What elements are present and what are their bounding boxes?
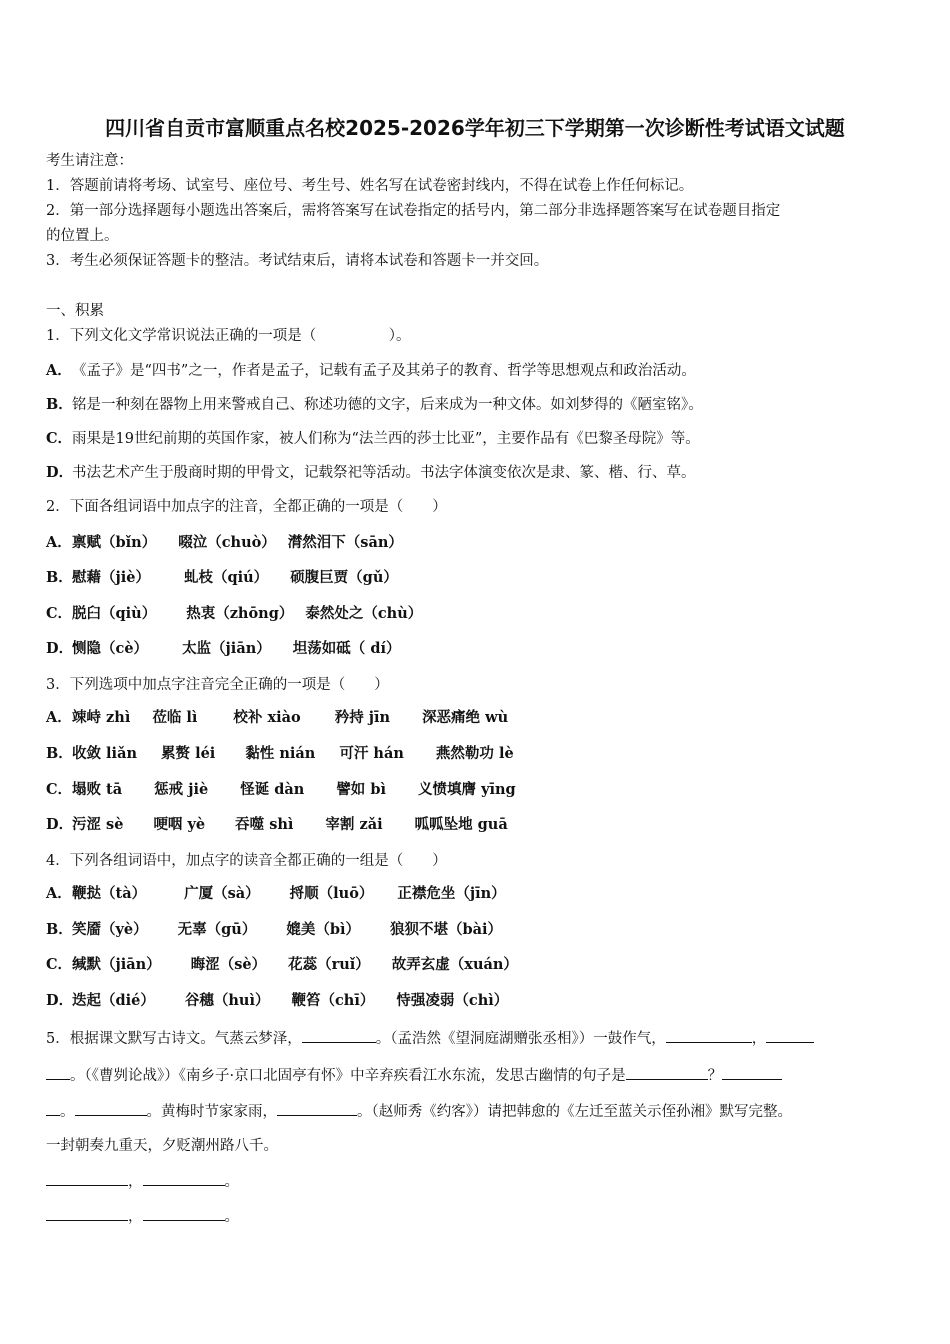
term: 义愤填膺 yīng bbox=[418, 781, 516, 798]
term: 潸然泪下（sān） bbox=[287, 534, 403, 551]
q5-text: ， bbox=[128, 1209, 143, 1225]
term: 热衷（zhōng） bbox=[186, 605, 294, 622]
q4-option-c bbox=[46, 955, 908, 975]
answer-blank[interactable] bbox=[46, 1206, 128, 1221]
term: 呱呱坠地 guā bbox=[414, 816, 508, 833]
term: 慰藉（jiè） bbox=[72, 569, 150, 586]
term: 正襟危坐（jīn） bbox=[397, 885, 506, 902]
option-label: D． bbox=[46, 816, 74, 833]
q3-stem: 3．下列选项中加点字注音完全正确的一项是（ ） bbox=[46, 677, 389, 693]
term: 狼狈不堪（bài） bbox=[390, 921, 503, 938]
q5-answer-line-1 bbox=[46, 1171, 908, 1192]
term: 深恶痛绝 wù bbox=[422, 709, 509, 726]
option-text: 铭是一种刻在器物上用来警戒自己、称述功德的文字，后来成为一种文体。如刘梦得的《陋室铭》。 bbox=[72, 397, 703, 413]
q5-text: 5．根据课文默写古诗文。气蒸云梦泽， bbox=[46, 1031, 302, 1047]
term: 譬如 bì bbox=[336, 781, 387, 798]
term: 坦荡如砥（ dí） bbox=[292, 640, 401, 657]
notice-item-2: 2．第一部分选择题每小题选出答案后，需将答案写在试卷指定的括号内，第二部分非选择题答案写在试卷题目指定 bbox=[46, 203, 781, 219]
term: 宰割 zǎi bbox=[325, 816, 383, 833]
q2-option-b bbox=[46, 568, 908, 588]
notice-item-1: 1．答题前请将考场、试室号、座位号、考生号、姓名写在试卷密封线内，不得在试卷上作任何标记。 bbox=[46, 178, 694, 194]
option-label: A． bbox=[46, 709, 72, 726]
term: 矜持 jīn bbox=[334, 709, 391, 726]
answer-blank[interactable] bbox=[766, 1028, 814, 1043]
q5-text: ？ bbox=[707, 1068, 723, 1084]
option-text: 《孟子》是“四书”之一，作者是孟子，记载有孟子及其弟子的教育、哲学等思想观点和政治活动。 bbox=[72, 363, 696, 379]
answer-blank[interactable] bbox=[302, 1028, 376, 1043]
notice-item-3: 3．考生必须保证答题卡的整洁。考试结束后，请将本试卷和答题卡一并交回。 bbox=[46, 253, 549, 269]
q5-text: 。（孟浩然《望洞庭湖赠张丞相》）一鼓作气， bbox=[375, 1031, 666, 1047]
term: 迭起（dié） bbox=[72, 992, 155, 1009]
term: 广厦（sà） bbox=[184, 885, 260, 902]
answer-blank[interactable] bbox=[46, 1171, 128, 1186]
option-label: D． bbox=[46, 464, 74, 481]
term: 吞噬 shì bbox=[235, 816, 294, 833]
q5-text: 。（赵师秀《约客》）请把韩愈的《左迁至蓝关示侄孙湘》默写完整。 bbox=[357, 1104, 792, 1120]
q2-stem: 2．下面各组词语中加点字的注音，全都正确的一项是（ ） bbox=[46, 499, 447, 515]
term: 捋顺（luō） bbox=[289, 885, 374, 902]
answer-blank[interactable] bbox=[277, 1101, 357, 1116]
term: 哽咽 yè bbox=[153, 816, 206, 833]
q5-text: ， bbox=[751, 1031, 767, 1047]
q1-option-c bbox=[46, 429, 908, 449]
term: 累赘 léi bbox=[161, 745, 216, 762]
q3-option-b bbox=[46, 744, 908, 764]
option-label: D． bbox=[46, 992, 74, 1009]
section-heading: 一、积累 bbox=[46, 303, 104, 319]
option-label: B． bbox=[46, 921, 73, 938]
option-label: C． bbox=[46, 781, 73, 798]
term: 莅临 lì bbox=[152, 709, 198, 726]
term: 太监（jiān） bbox=[182, 640, 271, 657]
q2-option-d bbox=[46, 639, 908, 659]
option-text: 雨果是19世纪前期的英国作家，被人们称为“法兰西的莎士比亚”，主要作品有《巴黎圣母院》等。 bbox=[72, 431, 700, 447]
option-label: A． bbox=[46, 362, 72, 379]
answer-blank[interactable] bbox=[75, 1101, 147, 1116]
option-label: B． bbox=[46, 396, 73, 413]
term: 硕腹巨贾（gǔ） bbox=[290, 569, 398, 586]
option-label: B． bbox=[46, 569, 73, 586]
q4-stem: 4．下列各组词语中，加点字的读音全都正确的一组是（ ） bbox=[46, 853, 447, 869]
term: 笑靥（yè） bbox=[72, 921, 148, 938]
q4-option-d bbox=[46, 991, 908, 1011]
term: 恻隐（cè） bbox=[72, 640, 149, 657]
answer-blank[interactable] bbox=[666, 1028, 752, 1043]
q5-text: 。 bbox=[60, 1104, 75, 1120]
term: 惩戒 jiè bbox=[154, 781, 209, 798]
q5-line-2 bbox=[46, 1065, 908, 1086]
q5-text: 。黄梅时节家家雨， bbox=[146, 1104, 277, 1120]
term: 禀赋（bǐn） bbox=[72, 534, 157, 551]
q4-option-b bbox=[46, 920, 908, 940]
q5-text: ， bbox=[128, 1174, 143, 1190]
term: 收敛 liǎn bbox=[72, 745, 138, 762]
option-label: C． bbox=[46, 956, 73, 973]
answer-blank[interactable] bbox=[46, 1101, 60, 1116]
page-title: 四川省自贡市富顺重点名校2025-2026学年初三下学期第一次诊断性考试语文试题 bbox=[105, 116, 845, 140]
term: 校补 xiào bbox=[233, 709, 301, 726]
q5-text: 。 bbox=[224, 1209, 239, 1225]
answer-blank[interactable] bbox=[722, 1065, 782, 1080]
term: 故弄玄虚（xuán） bbox=[391, 956, 518, 973]
term: 晦涩（sè） bbox=[190, 956, 267, 973]
option-label: C． bbox=[46, 605, 73, 622]
q5-answer-line-2 bbox=[46, 1206, 908, 1227]
q2-option-a bbox=[46, 533, 908, 553]
answer-blank[interactable] bbox=[46, 1065, 70, 1080]
notice-item-2-cont: 的位置上。 bbox=[46, 228, 119, 244]
answer-blank[interactable] bbox=[143, 1206, 225, 1221]
term: 塌败 tā bbox=[72, 781, 123, 798]
q1-option-d bbox=[46, 463, 908, 483]
term: 脱臼（qiù） bbox=[72, 605, 157, 622]
q4-option-a bbox=[46, 884, 908, 904]
q5-text: 。（《曹刿论战》）《南乡子·京口北固亭有怀》中辛弃疾看江水东流，发思古幽情的句子是 bbox=[70, 1068, 626, 1084]
term: 谷穗（huì） bbox=[184, 992, 270, 1009]
option-label: A． bbox=[46, 534, 72, 551]
option-label: D． bbox=[46, 640, 74, 657]
q5-line-3 bbox=[46, 1101, 908, 1122]
q5-line-4: 一封朝奏九重天，夕贬潮州路八千。 bbox=[46, 1138, 278, 1154]
q2-option-c bbox=[46, 604, 908, 624]
term: 恃强凌弱（chì） bbox=[396, 992, 509, 1009]
q3-option-d bbox=[46, 815, 908, 835]
q3-option-c bbox=[46, 780, 908, 800]
q1-option-b bbox=[46, 395, 908, 415]
term: 无辜（gū） bbox=[177, 921, 257, 938]
term: 泰然处之（chù） bbox=[305, 605, 423, 622]
term: 鞭笞（chī） bbox=[291, 992, 375, 1009]
q1-stem: 1．下列文化文学常识说法正确的一项是（ ）。 bbox=[46, 328, 411, 344]
option-label: A． bbox=[46, 885, 72, 902]
q3-option-a bbox=[46, 708, 908, 728]
term: 虬枝（qiú） bbox=[183, 569, 269, 586]
term: 竦峙 zhì bbox=[72, 709, 131, 726]
term: 鞭挞（tà） bbox=[72, 885, 147, 902]
option-text: 书法艺术产生于殷商时期的甲骨文，记载祭祀等活动。书法字体演变依次是隶、篆、楷、行、草。 bbox=[72, 465, 696, 481]
term: 可汗 hán bbox=[339, 745, 404, 762]
term: 黏性 nián bbox=[245, 745, 316, 762]
option-label: C． bbox=[46, 430, 73, 447]
answer-blank[interactable] bbox=[626, 1065, 708, 1080]
term: 啜泣（chuò） bbox=[178, 534, 276, 551]
answer-blank[interactable] bbox=[143, 1171, 225, 1186]
option-label: B． bbox=[46, 745, 73, 762]
term: 媲美（bì） bbox=[286, 921, 360, 938]
term: 燕然勒功 lè bbox=[435, 745, 514, 762]
q5-line-1 bbox=[46, 1028, 908, 1049]
term: 污涩 sè bbox=[72, 816, 124, 833]
q1-option-a bbox=[46, 361, 908, 381]
notice-heading: 考生请注意： bbox=[46, 153, 133, 169]
term: 怪诞 dàn bbox=[240, 781, 305, 798]
q5-text: 。 bbox=[224, 1174, 239, 1190]
term: 花蕊（ruǐ） bbox=[288, 956, 370, 973]
term: 缄默（jiān） bbox=[72, 956, 161, 973]
